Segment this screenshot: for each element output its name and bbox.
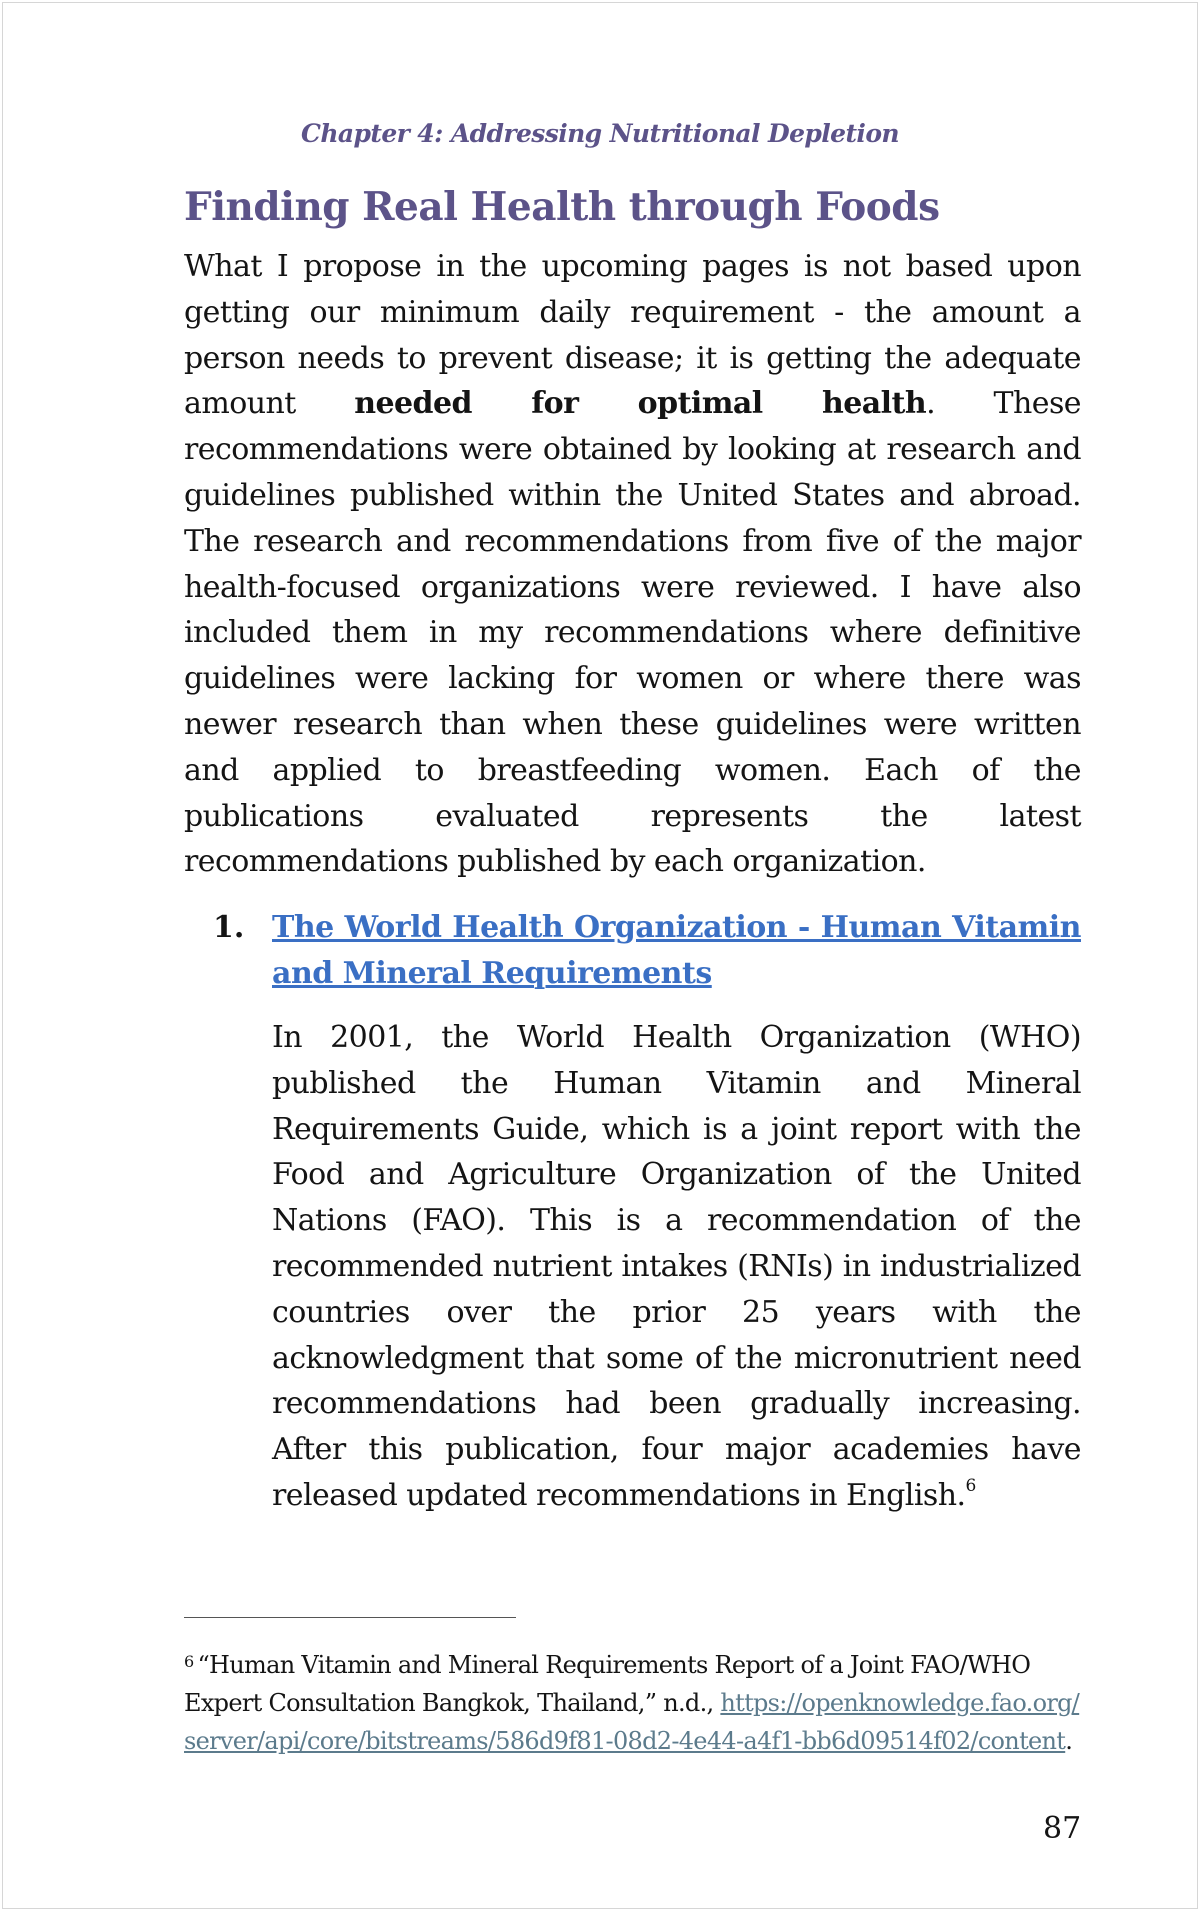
running-head: Chapter 4: Addressing Nutritional Depletion	[301, 119, 899, 148]
footnote-url-link[interactable]: https://openknowledge.fao.org/server/api/core/bitstreams/586d9f81-08d2-4e44-a4f1-bb6d09514f02/content	[184, 1689, 1080, 1755]
footnote-trailing: .	[1065, 1727, 1073, 1755]
footnote-text: “Human Vitamin and Mineral Requirements Report of a Joint FAO/WHO Expert Consultation Bangkok, Thailand,” n.d.,	[184, 1651, 1031, 1717]
list-item-text: In 2001, the World Health Organization (WHO) published the Human Vitamin and Mineral Requirements Guide, which is a joint report with the Food and Agriculture Organization of the United Nations (FAO). This is a recommendation of the recommended nutrient intakes (RNIs) in industrialized countries over the prior 25 years with the acknowledgment that some of the micronutrient need recommendations had been gradually increasing. After this publication, four major academies have released updated recommendations in English.	[272, 1020, 1081, 1513]
intro-text-start: What I propose in the upcoming pages is not based upon getting our minimum daily requirement - the amount a person needs to prevent disease; it is getting the adequate amount	[184, 249, 1081, 422]
footnote	[184, 1643, 1081, 1760]
section-heading: Finding Real Health through Foods	[184, 184, 940, 230]
footnote-number: 6	[184, 1652, 194, 1671]
intro-text-end: . These recommendations were obtained by looking at research and guidelines published within the United States and abroad. The research and recommendations from five of the major health-focused organizations were reviewed. I have also included them in my recommendations where definitive guidelines were lacking for women or where there was newer research than when these guidelines were written and applied to breastfeeding women. Each of the publications evaluated represents the latest recommendations published by each organization.	[184, 386, 1081, 880]
who-requirements-link[interactable]: The World Health Organization - Human Vitamin and Mineral Requirements	[272, 910, 1081, 991]
book-page	[2, 2, 1198, 1909]
intro-bold-text: needed for optimal health	[354, 386, 927, 422]
intro-paragraph	[184, 244, 1081, 885]
footnote-divider	[184, 1617, 516, 1618]
footnote-reference[interactable]: 6	[965, 1475, 976, 1496]
list-item-body	[272, 1015, 1081, 1519]
page-number: 87	[1043, 1811, 1082, 1846]
list-item-number: 1.	[213, 910, 245, 945]
